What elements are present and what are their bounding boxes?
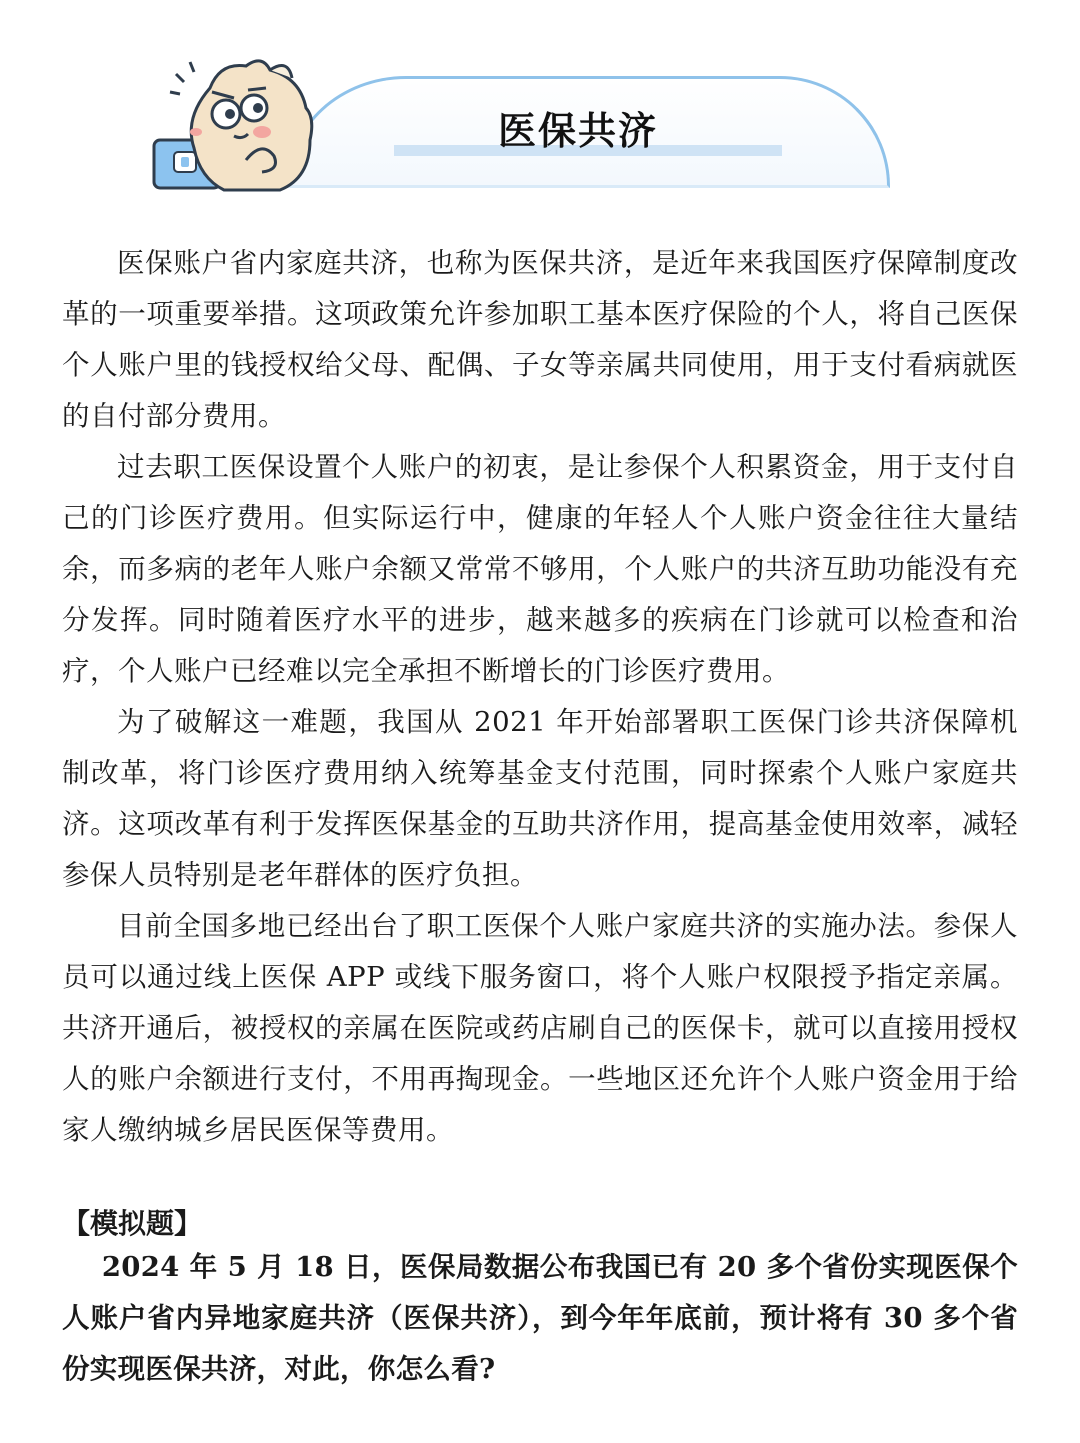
article-body	[62, 238, 1018, 1156]
exercise-heading: 【模拟题】	[62, 1207, 203, 1240]
header-banner	[0, 0, 1080, 200]
paragraph-1: 医保账户省内家庭共济，也称为医保共济，是近年来我国医疗保障制度改革的一项重要举措。这项政策允许参加职工基本医疗保险的个人，将自己医保个人账户里的钱授权给父母、配偶、子女等亲属共同使用，用于支付看病就医的自付部分费用。	[62, 247, 1018, 432]
exercise-question: 2024 年 5 月 18 日，医保局数据公布我国已有 20 多个省份实现医保个人账户省内异地家庭共济（医保共济），到今年年底前，预计将有 30 多个省份实现医保共济，对此，你怎么看?	[62, 1251, 1018, 1385]
paragraph-2: 过去职工医保设置个人账户的初衷，是让参保个人积累资金，用于支付自己的门诊医疗费用。但实际运行中，健康的年轻人个人账户资金往往大量结余，而多病的老年人账户余额又常常不够用，个人账户的共济互助功能没有充分发挥。同时随着医疗水平的进步，越来越多的疾病在门诊就可以检查和治疗，个人账户已经难以完全承担不断增长的门诊医疗费用。	[62, 451, 1018, 687]
paragraph-3: 为了破解这一难题，我国从 2021 年开始部署职工医保门诊共济保障机制改革，将门诊医疗费用纳入统筹基金支付范围，同时探索个人账户家庭共济。这项改革有利于发挥医保基金的互助共济作用，提高基金使用效率，减轻参保人员特别是老年群体的医疗负担。	[62, 706, 1018, 891]
mascot-illustration	[150, 48, 325, 198]
page-title: 医保共济	[497, 109, 658, 153]
paragraph-4: 目前全国多地已经出台了职工医保个人账户家庭共济的实施办法。参保人员可以通过线上医保 APP 或线下服务窗口，将个人账户权限授予指定亲属。共济开通后，被授权的亲属在医院或药店刷自己的医保卡，就可以直接用授权人的账户余额进行支付，不用再掏现金。一些地区还允许个人账户资金用于给家人缴纳城乡居民医保等费用。	[62, 910, 1018, 1146]
